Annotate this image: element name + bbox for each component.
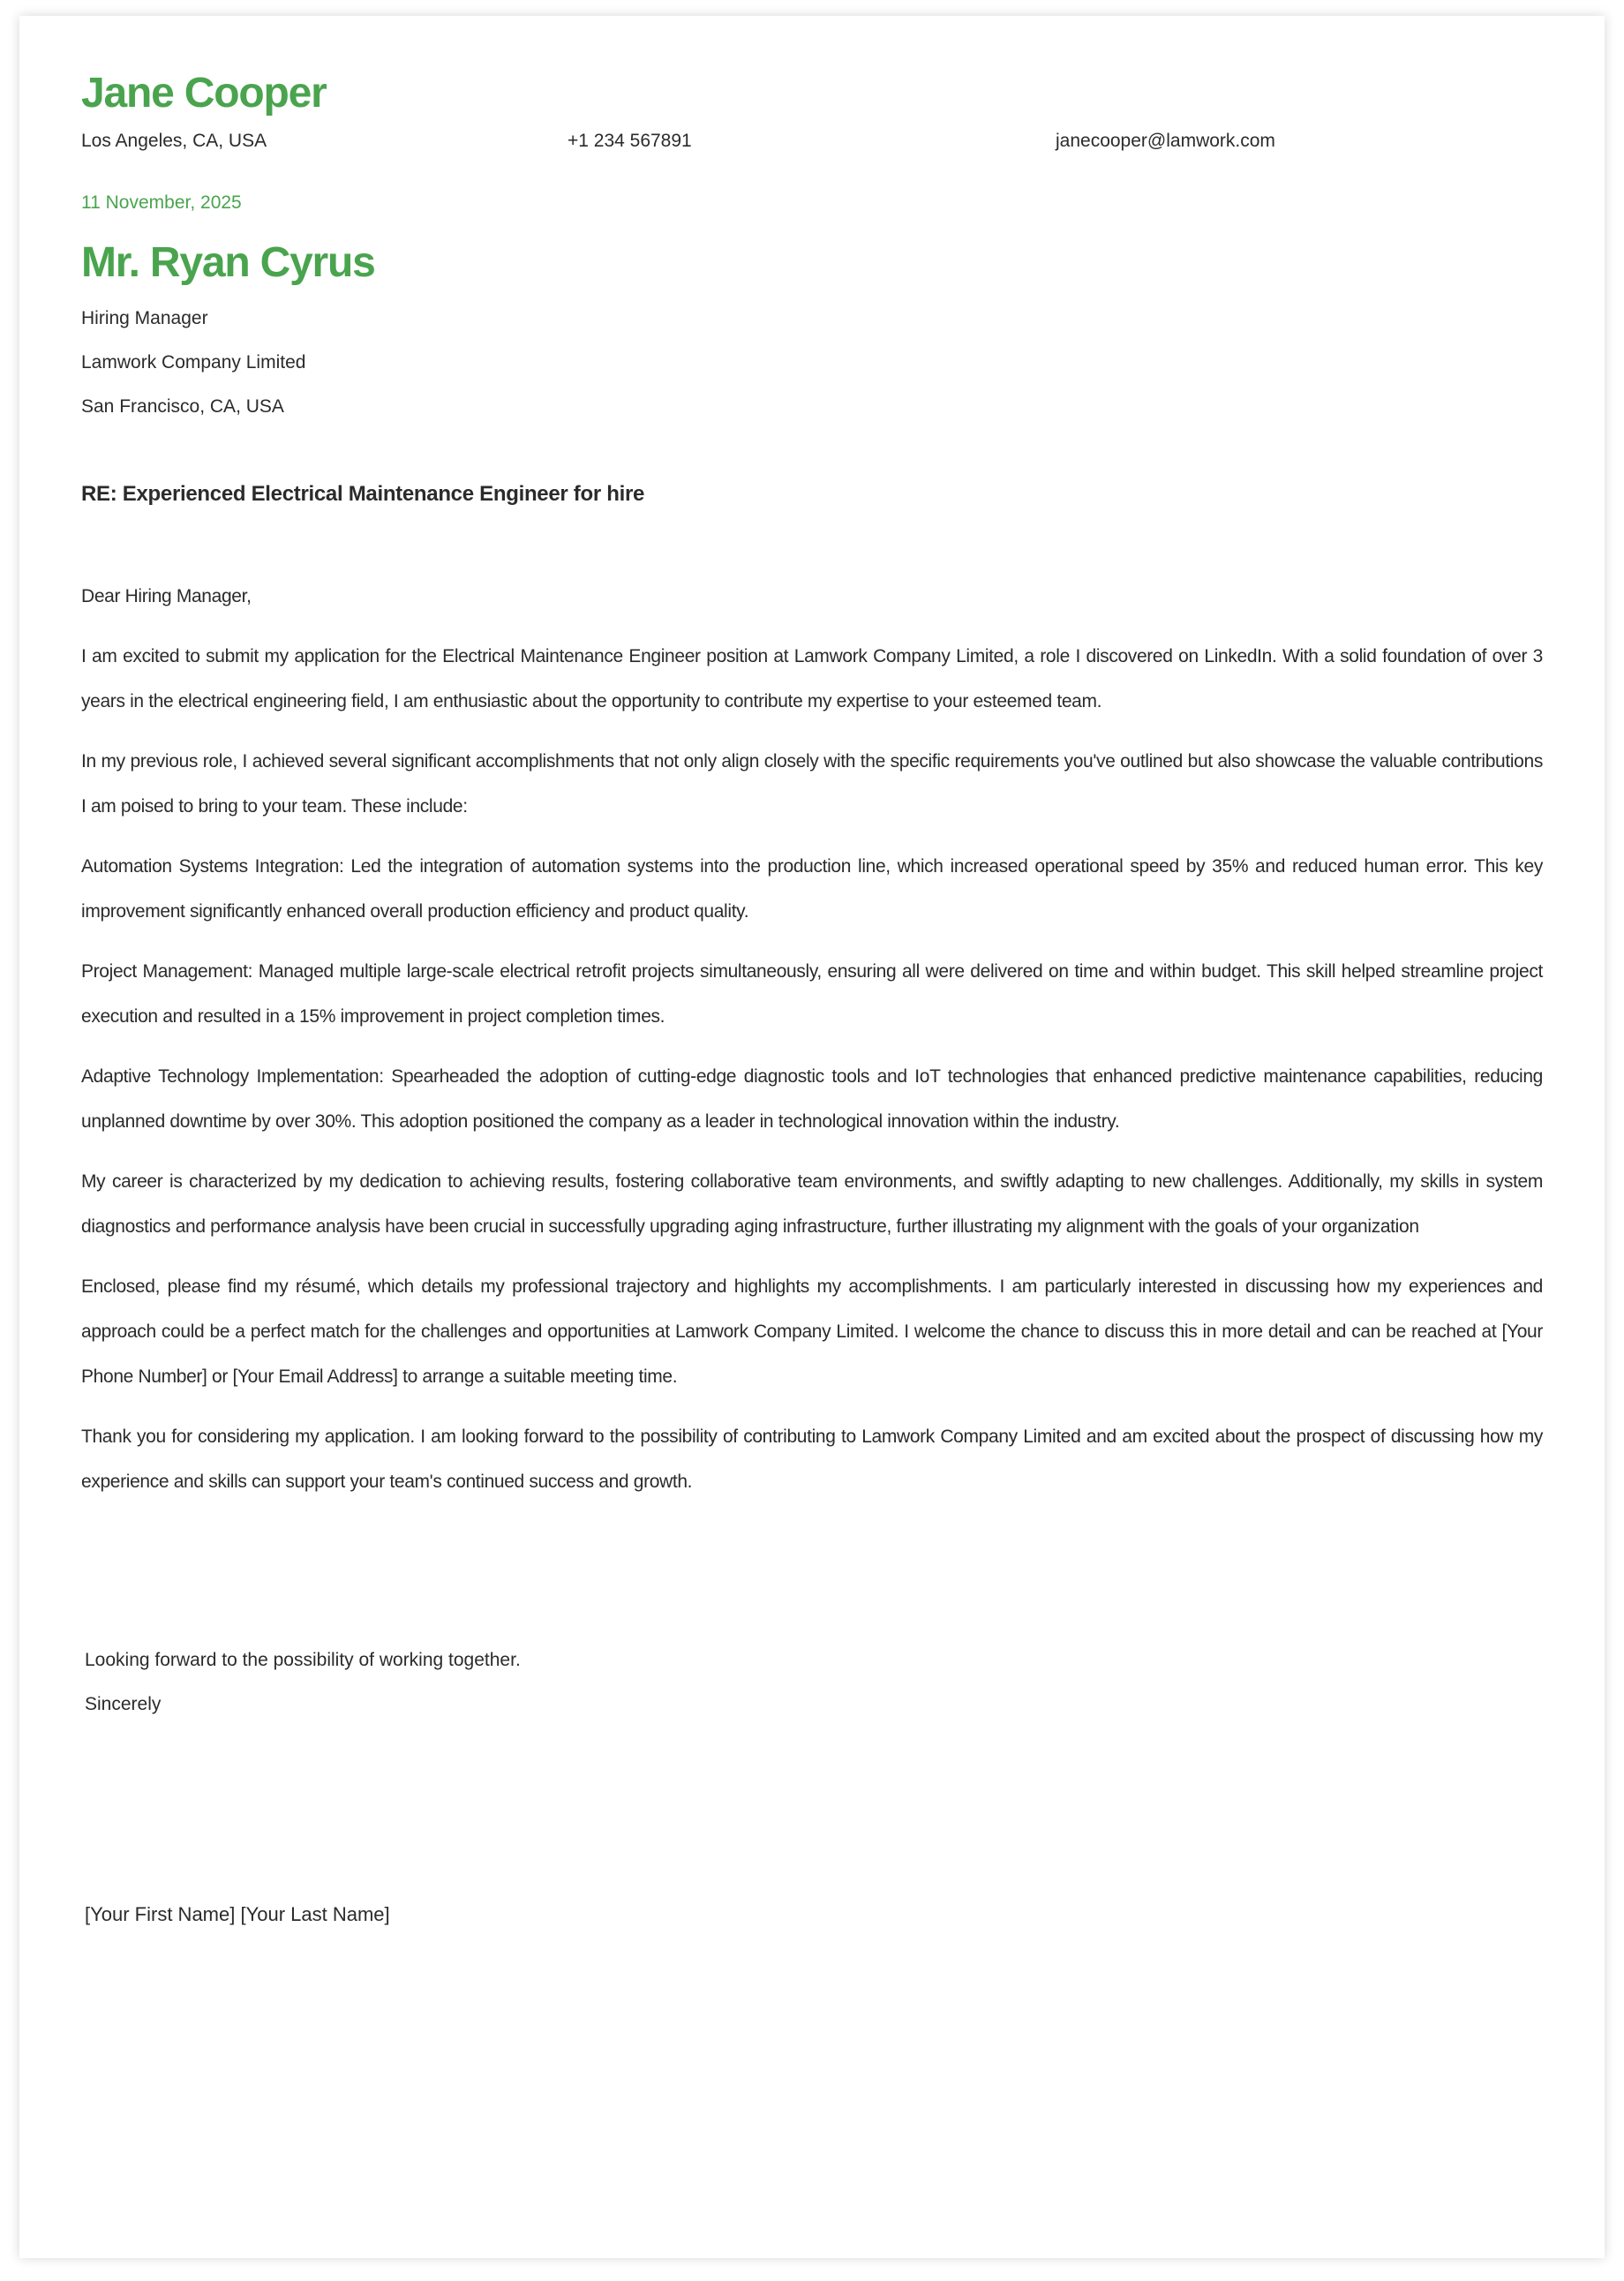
body-paragraph: Adaptive Technology Implementation: Spearheaded the adoption of cutting-edge diagnostic tools and IoT technologies that enhanced predictive maintenance capabilities, reducing unplanned downtime by over 30%. This adoption positioned the company as a leader in technological innovation within the industry. <box>81 1066 1543 1132</box>
letter-closing <box>85 1638 521 1727</box>
recipient-company: Lamwork Company Limited <box>81 352 306 373</box>
letter-subject: RE: Experienced Electrical Maintenance Engineer for hire <box>81 482 645 506</box>
letter-body <box>81 574 1543 1519</box>
recipient-title: Hiring Manager <box>81 308 208 328</box>
sign-off: Sincerely <box>85 1694 162 1714</box>
recipient-name: Mr. Ryan Cyrus <box>81 239 375 286</box>
body-paragraph: Enclosed, please find my résumé, which details my professional trajectory and highlights my accomplishments. I am particularly interested in discussing how my experiences and approach could be a perfect match for the challenges and opportunities at Lamwork Company Limited. I welcome the chance to discuss this in more detail and can be reached at [Your Phone Number] or [Your Email Address] to arrange a suitable meeting time. <box>81 1276 1543 1387</box>
letter-page <box>19 16 1605 2258</box>
sender-phone: +1 234 567891 <box>568 131 692 151</box>
body-paragraph: I am excited to submit my application for the Electrical Maintenance Engineer position at Lamwork Company Limited, a role I discovered on LinkedIn. With a solid foundation of over 3 years in the electrical engineering field, I am enthusiastic about the opportunity to contribute my expertise to your esteemed team. <box>81 646 1543 711</box>
body-paragraph: In my previous role, I achieved several significant accomplishments that not only align closely with the specific requirements you've outlined but also showcase the valuable contributions I am poised to bring to your team. These include: <box>81 751 1543 817</box>
body-paragraph: Project Management: Managed multiple large-scale electrical retrofit projects simultaneously, ensuring all were delivered on time and within budget. This skill helped streamline project execution and resulted in a 15% improvement in project completion times. <box>81 961 1543 1027</box>
sender-address: Los Angeles, CA, USA <box>81 131 267 151</box>
salutation: Dear Hiring Manager, <box>81 586 252 606</box>
sender-contact-row <box>81 131 1543 161</box>
sender-email: janecooper@lamwork.com <box>1056 131 1275 151</box>
closing-line: Looking forward to the possibility of working together. <box>85 1650 521 1670</box>
body-paragraph: Automation Systems Integration: Led the integration of automation systems into the production line, which increased operational speed by 35% and reduced human error. This key improvement significantly enhanced overall production efficiency and product quality. <box>81 856 1543 922</box>
recipient-location: San Francisco, CA, USA <box>81 396 284 417</box>
signature-name: [Your First Name] [Your Last Name] <box>85 1903 390 1925</box>
letter-date: 11 November, 2025 <box>81 192 242 213</box>
body-paragraph: Thank you for considering my application. I am looking forward to the possibility of contributing to Lamwork Company Limited and am excited about the prospect of discussing how my experience and skills can support your team's continued success and growth. <box>81 1427 1543 1492</box>
body-paragraph: My career is characterized by my dedication to achieving results, fostering collaborative team environments, and swiftly adapting to new challenges. Additionally, my skills in system diagnostics and performance analysis have been crucial in successfully upgrading aging infrastructure, further illustrating my alignment with the goals of your organization <box>81 1171 1543 1237</box>
recipient-details <box>81 297 305 429</box>
sender-name: Jane Cooper <box>81 70 327 117</box>
